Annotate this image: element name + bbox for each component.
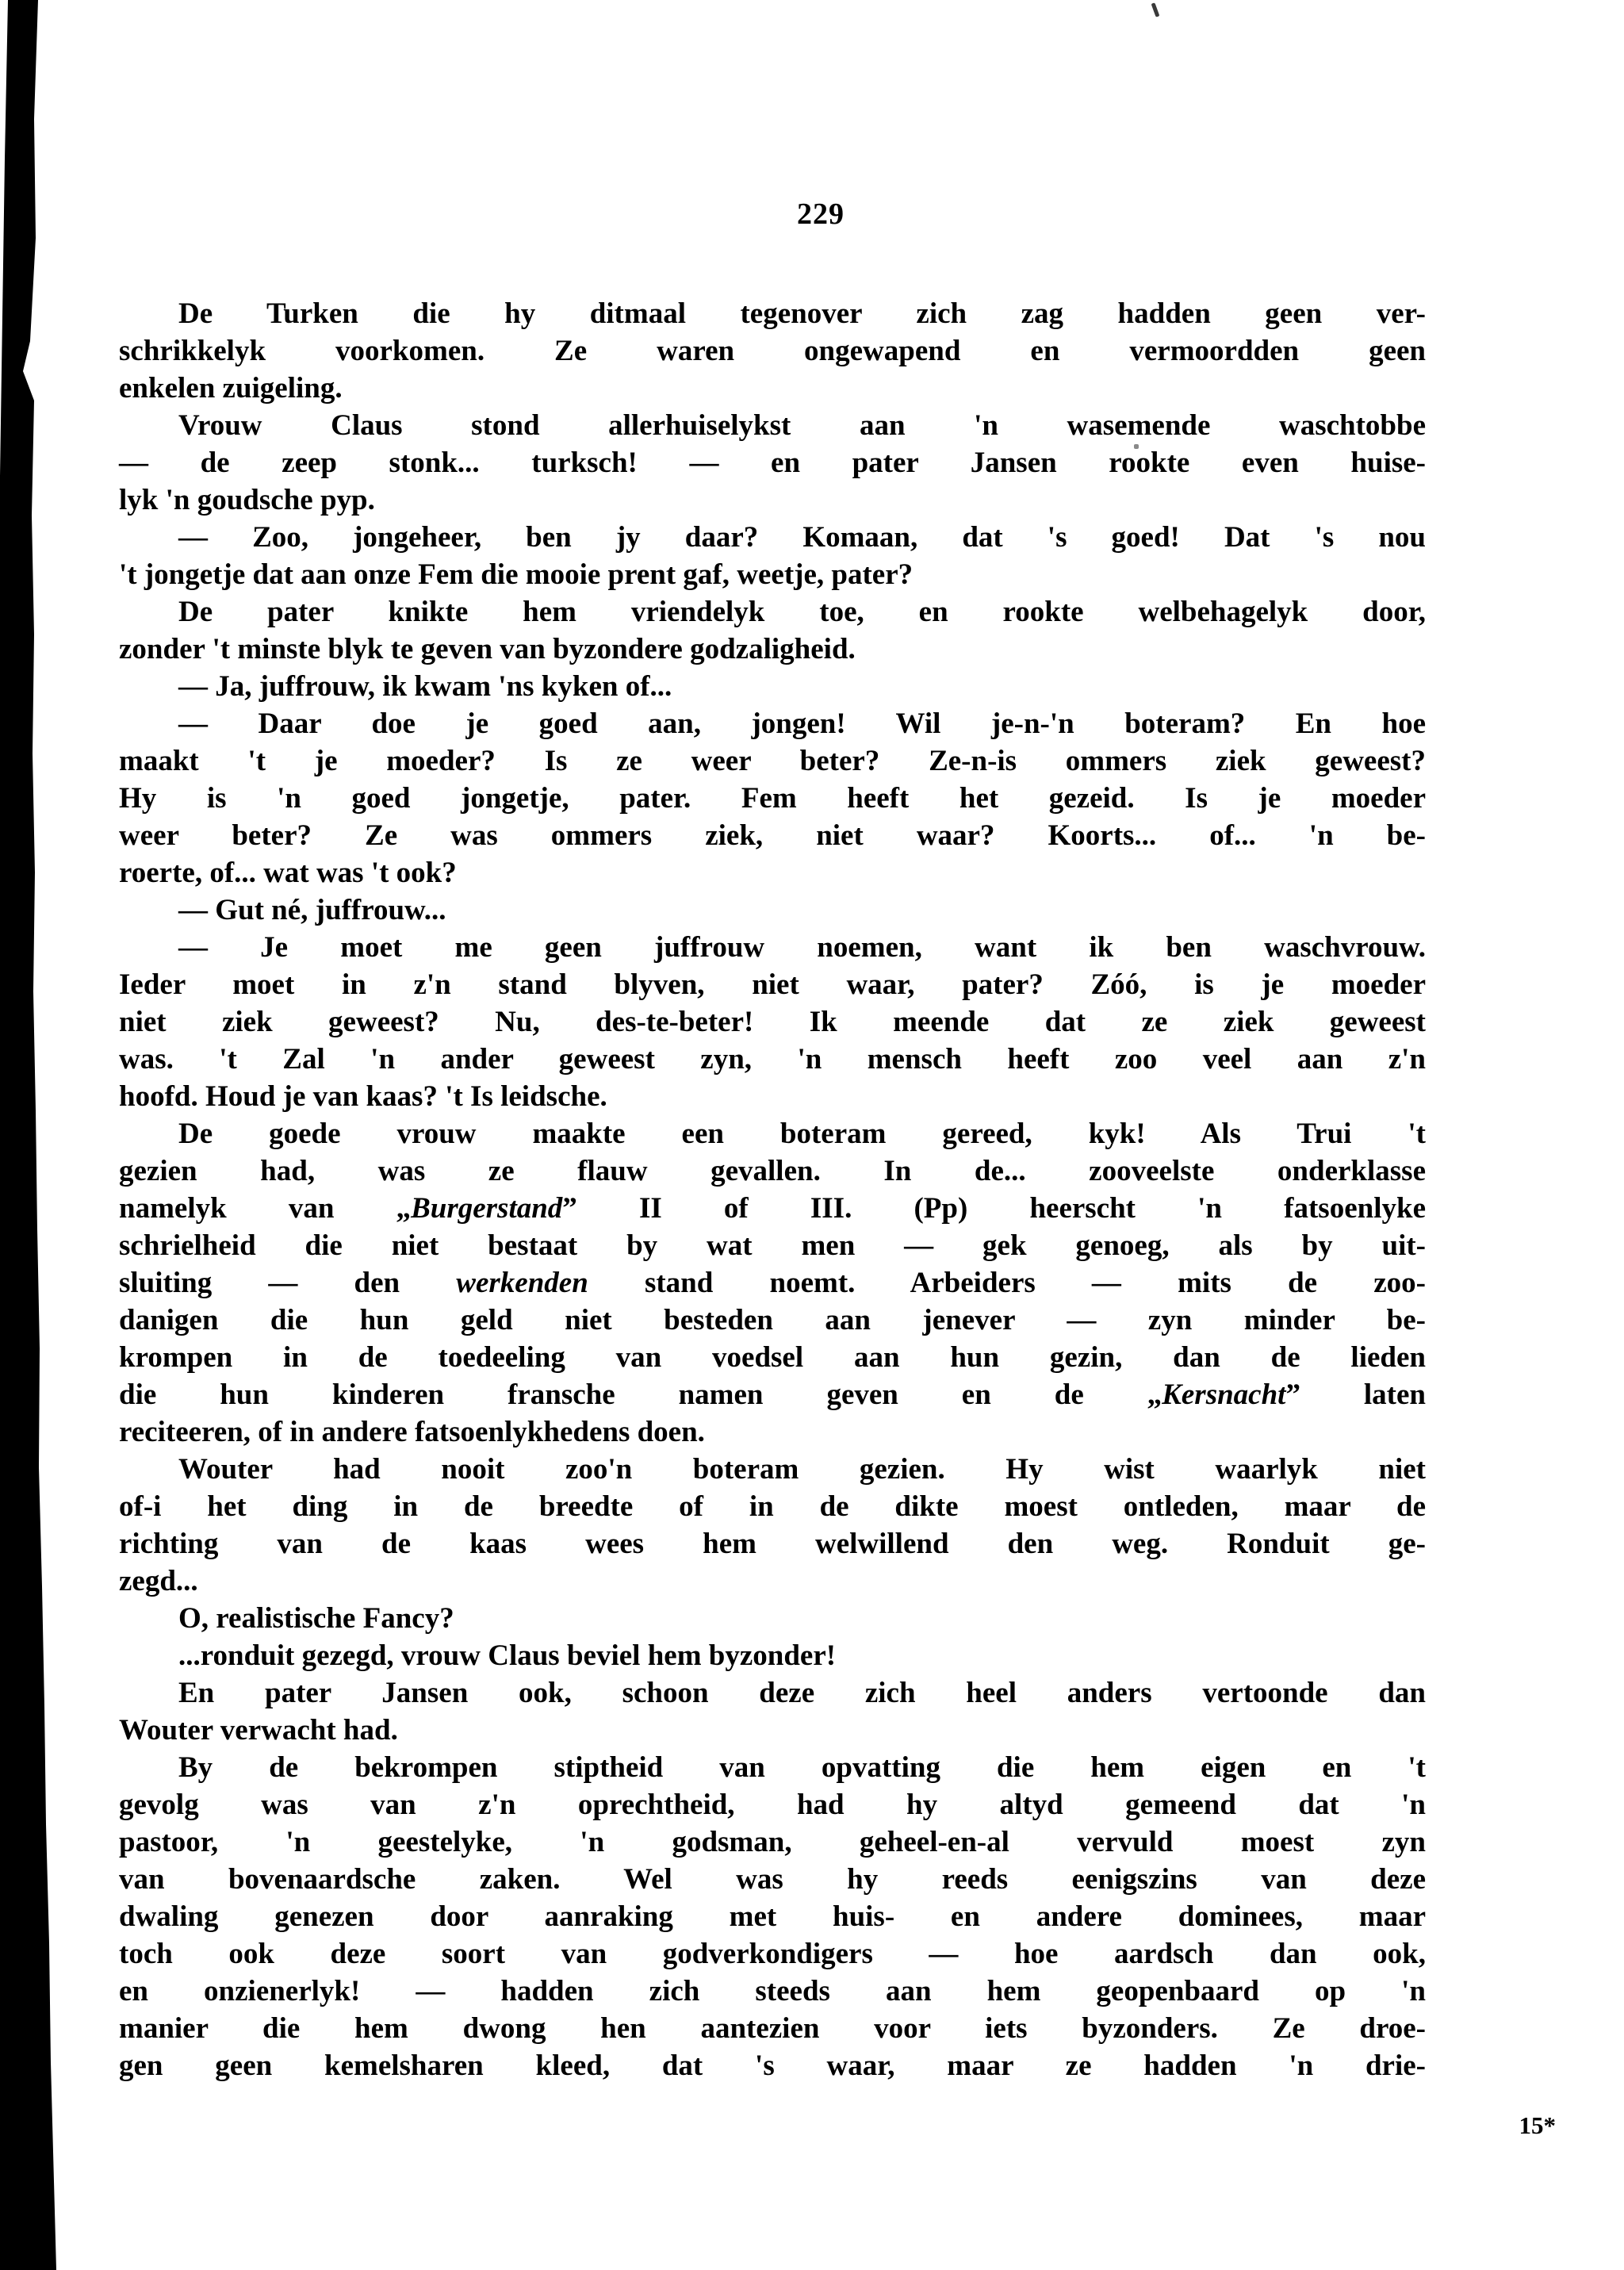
text-line: 't jongetje dat aan onze Fem die mooie prent gaf, weetje, pater? bbox=[119, 558, 914, 591]
text-line: gen geen kemelsharen kleed, dat 's waar, maar ze hadden 'n drie- bbox=[119, 2050, 1426, 2082]
text-line: reciteeren, of in andere fatsoenlykhedens doen. bbox=[119, 1416, 705, 1448]
text-line: O, realistische Fancy? bbox=[178, 1602, 454, 1635]
text-line: Wouter had nooit zoo'n boteram gezien. Hy wist waarlyk niet bbox=[178, 1453, 1426, 1486]
text-line: De goede vrouw maakte een boteram gereed, kyk! Als Trui 't bbox=[178, 1118, 1426, 1150]
text-line: pastoor, 'n geestelyke, 'n godsman, geheel-en-al vervuld moest zyn bbox=[119, 1826, 1426, 1858]
page-text bbox=[119, 295, 1426, 2084]
page-number: 229 bbox=[797, 197, 845, 231]
text-line: — Je moet me geen juffrouw noemen, want ik ben waschvrouw. bbox=[178, 931, 1426, 964]
text-line: Wouter verwacht had. bbox=[119, 1714, 398, 1747]
text-line: De Turken die hy ditmaal tegenover zich zag hadden geen ver- bbox=[178, 297, 1426, 330]
text-line: namelyk van „Burgerstand” II of III. (Pp) heerscht 'n fatsoenlyke bbox=[119, 1192, 1426, 1225]
text-line: richting van de kaas wees hem welwillend den weg. Ronduit ge- bbox=[119, 1528, 1426, 1560]
text-line: ...ronduit gezegd, vrouw Claus beviel hem byzonder! bbox=[178, 1639, 837, 1672]
text-line: was. 't Zal 'n ander geweest zyn, 'n mensch heeft zoo veel aan z'n bbox=[119, 1043, 1426, 1076]
text-line: danigen die hun geld niet besteden aan jenever — zyn minder be- bbox=[119, 1304, 1426, 1336]
text-line: gezien had, was ze flauw gevallen. In de... zooveelste onderklasse bbox=[119, 1155, 1426, 1187]
text-line: dwaling genezen door aanraking met huis- en andere dominees, maar bbox=[119, 1900, 1426, 1933]
text-line: zegd... bbox=[119, 1565, 198, 1597]
text-line: En pater Jansen ook, schoon deze zich heel anders vertoonde dan bbox=[178, 1677, 1426, 1709]
text-line: — Ja, juffrouw, ik kwam 'ns kyken of... bbox=[178, 670, 672, 703]
text-line: — Daar doe je goed aan, jongen! Wil je-n-'n boteram? En hoe bbox=[178, 707, 1426, 740]
text-line: maakt 't je moeder? Is ze weer beter? Ze-n-is ommers ziek geweest? bbox=[119, 745, 1426, 777]
signature-mark: 15* bbox=[1519, 2111, 1556, 2139]
scan-gutter-artifact bbox=[0, 0, 57, 2270]
text-line: schrielheid die niet bestaat by wat men — gek genoeg, als by uit- bbox=[119, 1229, 1426, 1262]
text-line: sluiting — den werkenden stand noemt. Arbeiders — mits de zoo- bbox=[119, 1267, 1426, 1299]
scan-speck bbox=[1151, 2, 1160, 17]
text-line: Ieder moet in z'n stand blyven, niet waar, pater? Zóó, is je moeder bbox=[119, 968, 1426, 1001]
text-line: van bovenaardsche zaken. Wel was hy reeds eenigszins van deze bbox=[119, 1863, 1426, 1896]
text-line: Vrouw Claus stond allerhuiselykst aan 'n wasemende waschtobbe bbox=[178, 409, 1426, 442]
text-line: — Gut né, juffrouw... bbox=[178, 894, 446, 926]
text-line: — de zeep stonk... turksch! — en pater Jansen rookte even huise- bbox=[119, 447, 1426, 479]
text-line: lyk 'n goudsche pyp. bbox=[119, 484, 375, 516]
text-line: schrikkelyk voorkomen. Ze waren ongewapend en vermoordden geen bbox=[119, 335, 1426, 367]
text-line: — Zoo, jongeheer, ben jy daar? Komaan, dat 's goed! Dat 's nou bbox=[178, 521, 1426, 554]
text-line: manier die hem dwong hen aantezien voor iets byzonders. Ze droe- bbox=[119, 2012, 1426, 2045]
text-line: By de bekrompen stiptheid van opvatting die hem eigen en 't bbox=[178, 1751, 1426, 1784]
text-line: hoofd. Houd je van kaas? 't Is leidsche. bbox=[119, 1080, 607, 1113]
text-line: zonder 't minste blyk te geven van byzondere godzaligheid. bbox=[119, 633, 856, 665]
text-line: en onzienerlyk! — hadden zich steeds aan hem geopenbaard op 'n bbox=[119, 1975, 1426, 2007]
text-line: De pater knikte hem vriendelyk toe, en rookte welbehagelyk door, bbox=[178, 596, 1426, 628]
text-line: roerte, of... wat was 't ook? bbox=[119, 857, 457, 889]
text-line: of-i het ding in de breedte of in de dikte moest ontleden, maar de bbox=[119, 1490, 1426, 1523]
text-line: krompen in de toedeeling van voedsel aan hun gezin, dan de lieden bbox=[119, 1341, 1426, 1374]
text-line: Hy is 'n goed jongetje, pater. Fem heeft het gezeid. Is je moeder bbox=[119, 782, 1426, 815]
text-line: niet ziek geweest? Nu, des-te-beter! Ik meende dat ze ziek geweest bbox=[119, 1006, 1426, 1038]
text-line: die hun kinderen fransche namen geven en de „Kersnacht” laten bbox=[119, 1378, 1426, 1411]
text-line: toch ook deze soort van godverkondigers — hoe aardsch dan ook, bbox=[119, 1938, 1426, 1970]
text-line: gevolg was van z'n oprechtheid, had hy altyd gemeend dat 'n bbox=[119, 1789, 1426, 1821]
text-line: enkelen zuigeling. bbox=[119, 372, 343, 405]
text-line: weer beter? Ze was ommers ziek, niet waar? Koorts... of... 'n be- bbox=[119, 819, 1426, 852]
